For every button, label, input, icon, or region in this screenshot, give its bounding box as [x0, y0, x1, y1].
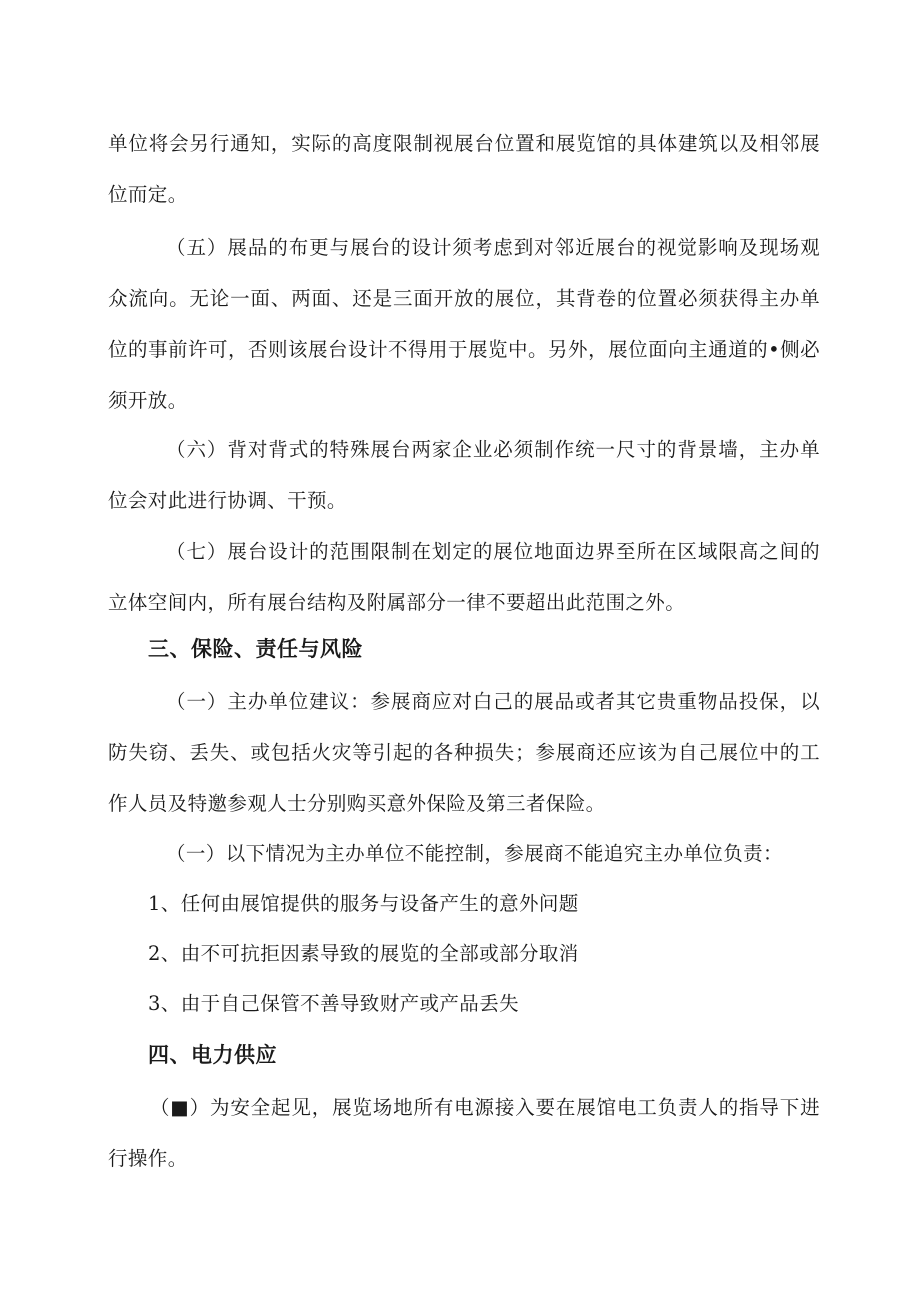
paragraph-six: （六）背对背式的特殊展台两家企业必须制作统一尺寸的背景墙，主办单位会对此进行协调、干预。 [108, 438, 820, 512]
paragraph-power-one: （■）为安全起见，展览场地所有电源接入要在展馆电工负责人的指导下进行操作。 [108, 1096, 820, 1170]
paragraph-seven: （七）展台设计的范围限制在划定的展位地面边界至所在区域限高之间的立体空间内，所有展台结构及附属部分一律不要超出此范围之外。 [108, 540, 820, 614]
list-item: 2、由不可抗拒因素导致的展览的全部或部分取消 [148, 942, 579, 965]
paragraph-insurance-one: （一）主办单位建议：参展商应对白己的展品或者其它贵重物品投保，以防失窃、丢失、或包括火灾等引起的各种损失；参展商还应该为自己展位中的工作人员及特邀参观人士分别购买意外保险及第三者保险。 [108, 690, 820, 815]
paragraph-five: （五）展品的布更与展台的设计须考虑到对邻近展台的视觉影响及现场观众流向。无论一面、两面、还是三面开放的展位，其背卷的位置必须获得主办单位的事前许可，否则该展台设计不得用于展览中。另外，展位面向主通道的•侧必须开放。 [108, 236, 820, 412]
list-item: 3、由于自己保管不善导致财产或产品丢失 [148, 992, 520, 1015]
list-item: 1、任何由展馆提供的服务与设备产生的意外问题 [148, 892, 579, 915]
section-heading-power: 四、电力供应 [148, 1043, 277, 1067]
section-heading-insurance: 三、保险、责任与风险 [148, 637, 363, 661]
paragraph-continuation: 单位将会另行通知，实际的高度限制视展台位置和展览馆的具体建筑以及相邻展位而定。 [108, 132, 820, 206]
paragraph-insurance-two: （一）以下情况为主办单位不能控制，参展商不能追究主办单位负责： [166, 842, 783, 865]
